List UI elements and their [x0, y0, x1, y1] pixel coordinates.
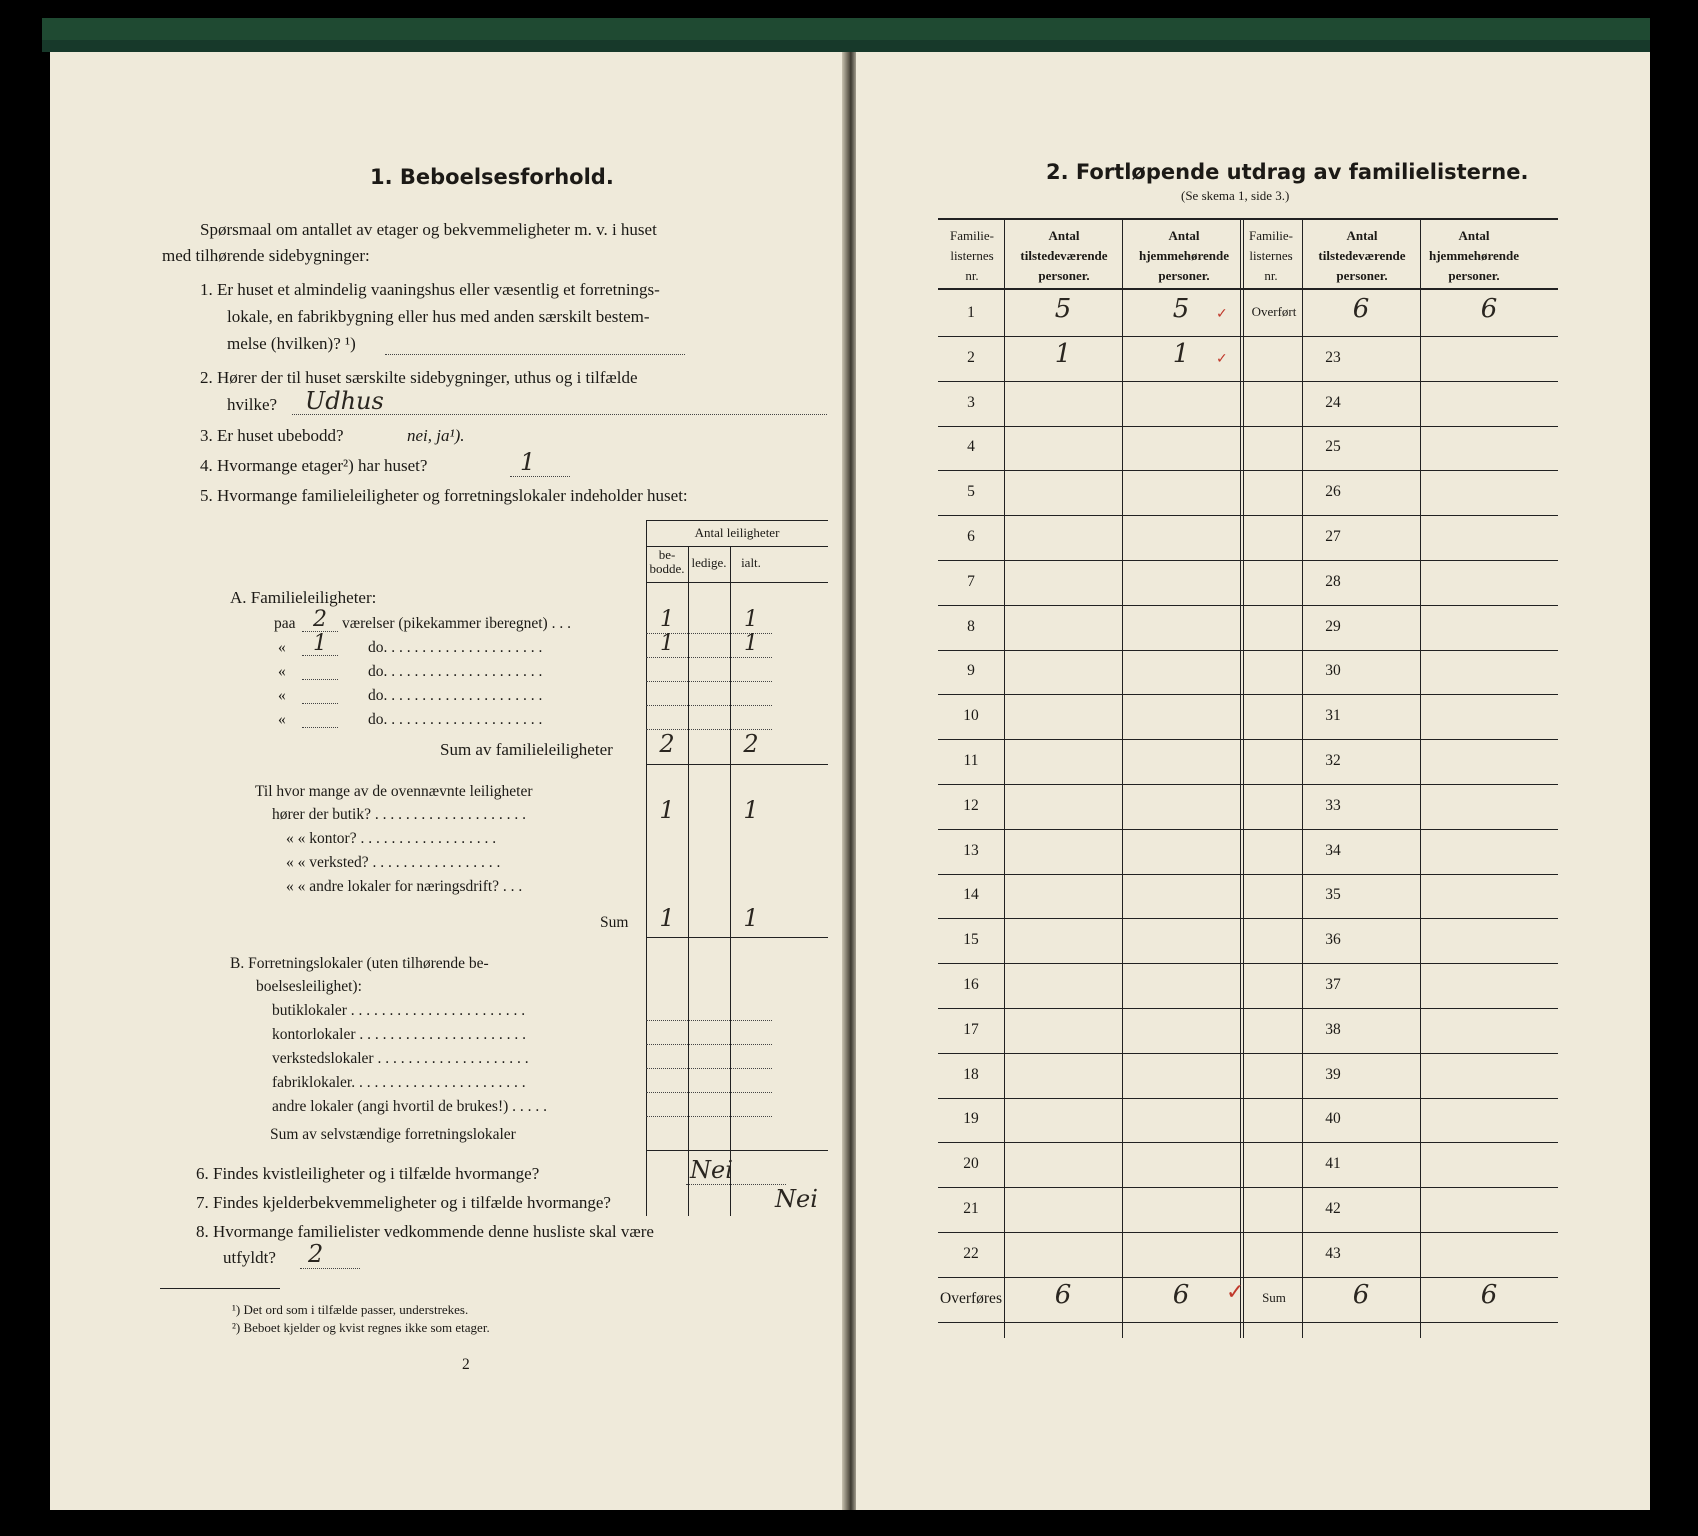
butik-label: hører der butik? . . . . . . . . . . . . . . . . . . . .: [272, 806, 526, 823]
row-number-2: 32: [1325, 752, 1341, 769]
row-prefix: «: [278, 687, 286, 704]
row-prefix: «: [278, 711, 286, 728]
row-number: 22: [963, 1244, 979, 1262]
question-7: 7. Findes kjelderbekvemmeligheter og i tilfælde hvormange?: [196, 1193, 611, 1212]
answer-q8: 2: [308, 1240, 324, 1268]
right-page: [856, 52, 1650, 1510]
sum-ialt: 1: [743, 904, 759, 932]
row-number-2: 28: [1325, 572, 1341, 590]
row-rule: [646, 1116, 772, 1117]
row-rule: [646, 1068, 772, 1069]
row-number-2: 31: [1325, 707, 1341, 725]
row-number: 3: [967, 393, 975, 411]
column-rule: [1122, 218, 1123, 1338]
row-number: 5: [967, 483, 975, 501]
row-rule: [938, 336, 1558, 337]
cover-edge-shadow: [42, 40, 1650, 52]
section-subtitle: (Se skema 1, side 3.): [1181, 188, 1290, 203]
cell-hjemme-2[interactable]: 6: [1480, 1279, 1498, 1310]
row-rule: [938, 470, 1558, 471]
question-6: 6. Findes kvistleiligheter og i tilfælde hvormange?: [196, 1164, 540, 1183]
b-item-label: fabriklokaler. . . . . . . . . . . . . . . . . . . . . . .: [272, 1074, 526, 1091]
row-number: 11: [963, 752, 979, 769]
answer-q4: 1: [520, 448, 536, 476]
row-number-2: 25: [1325, 438, 1341, 456]
col-ialt: ialt.: [741, 555, 761, 570]
rooms-count[interactable]: 2: [313, 607, 327, 632]
row-rule: [938, 650, 1558, 651]
row-rule: [646, 1092, 772, 1093]
b-item-label: verkstedslokaler . . . . . . . . . . . . . . . . . . . .: [272, 1050, 529, 1067]
sum-bebodde: 1: [659, 904, 675, 932]
row-rule: [938, 1142, 1558, 1143]
row-rule: [938, 784, 1558, 785]
answer-q2: Udhus: [305, 387, 384, 415]
row-number-2: 24: [1325, 393, 1341, 411]
intro-text: Spørsmaal om antallet av etager og bekvemmeligheter m. v. i huset: [200, 220, 657, 239]
tilhvor-label: Til hvor mange av de ovennævnte leiligheter: [255, 783, 533, 800]
row-number: 2: [967, 348, 975, 366]
cell-ialt: 1: [744, 607, 758, 632]
cell-hjemme[interactable]: 6: [1172, 1279, 1190, 1310]
rooms-count-line[interactable]: [302, 679, 338, 680]
b-item-label: butiklokaler . . . . . . . . . . . . . . . . . . . . . . .: [272, 1002, 526, 1019]
butik-ialt: 1: [743, 796, 759, 824]
cell-bebodde: 1: [660, 631, 674, 656]
cell-hjemme-2[interactable]: 6: [1480, 294, 1498, 324]
row-number: 8: [967, 617, 975, 635]
column-rule: [1004, 218, 1005, 1338]
question-8: 8. Hvormange familielister vedkommende denne husliste skal være: [196, 1222, 654, 1241]
andre-lokaler-label: « « andre lokaler for næringsdrift? . . .: [286, 878, 523, 895]
row-rule: [938, 381, 1558, 382]
cell-tilstede[interactable]: 5: [1054, 294, 1072, 324]
row-number: 20: [963, 1155, 979, 1173]
section-b-title: B. Forretningslokaler (uten tilhørende be-: [230, 955, 489, 972]
row-rule: [938, 694, 1558, 695]
answer-line-q4[interactable]: [510, 476, 570, 477]
row-number: 16: [963, 976, 979, 993]
cell-tilstede[interactable]: 6: [1054, 1279, 1072, 1310]
b-item-label: andre lokaler (angi hvortil de brukes!) . . . . .: [272, 1098, 548, 1115]
cell-ialt: 1: [744, 631, 758, 656]
answer-q7: Nei: [775, 1185, 818, 1213]
row-label: do. . . . . . . . . . . . . . . . . . . . .: [368, 687, 543, 704]
row-number-2: 30: [1325, 662, 1341, 680]
row-rule: [938, 1008, 1558, 1009]
cell-tilstede[interactable]: 1: [1054, 338, 1072, 369]
row-number: 15: [963, 931, 979, 949]
table-bottom-rule: [938, 1322, 1558, 1323]
row-number-2: 42: [1325, 1200, 1341, 1217]
answer-q6: Nei: [690, 1156, 733, 1184]
row-rule: [938, 918, 1558, 919]
column-rule: [1240, 218, 1244, 1338]
question-2: 2. Hører der til huset særskilte sidebygninger, uthus og i tilfælde: [200, 368, 638, 387]
header-c6: Antal hjemmehørende personer.: [1428, 228, 1520, 283]
answer-line-q1[interactable]: [385, 354, 685, 355]
row-number: 7: [967, 572, 975, 590]
rooms-count-line[interactable]: [302, 703, 338, 704]
row-number-2: 36: [1325, 931, 1341, 949]
row-rule: [646, 1044, 772, 1045]
answer-line-q8[interactable]: [300, 1268, 360, 1269]
row-number-2: 34: [1325, 841, 1341, 859]
row-number-2: 40: [1325, 1110, 1341, 1128]
cell-tilstede-2[interactable]: 6: [1352, 294, 1370, 324]
row-rule: [938, 605, 1558, 606]
row-rule: [938, 560, 1558, 561]
question-5: 5. Hvormange familieleiligheter og forretningslokaler indeholder huset:: [200, 486, 688, 505]
row-rule: [938, 874, 1558, 875]
row-prefix: «: [278, 639, 286, 656]
cell-hjemme[interactable]: 1: [1172, 338, 1190, 369]
row-rule: [938, 963, 1558, 964]
row-rule: [646, 705, 772, 706]
row-number-2: 39: [1325, 1065, 1341, 1083]
row-number-2: Sum: [1262, 1289, 1286, 1305]
b-item-label: kontorlokaler . . . . . . . . . . . . . . . . . . . . . .: [272, 1026, 527, 1043]
row-number: 1: [967, 304, 975, 321]
row-prefix: paa: [274, 615, 296, 632]
row-rule: [938, 515, 1558, 516]
row-label: do. . . . . . . . . . . . . . . . . . . . .: [368, 639, 543, 656]
row-number: 14: [963, 886, 979, 904]
row-number-2: Overført: [1251, 304, 1297, 319]
question-1-line2: lokale, en fabrikbygning eller hus med anden særskilt bestem-: [227, 307, 650, 326]
row-number-2: 23: [1325, 348, 1341, 366]
cell-hjemme[interactable]: 5: [1172, 294, 1190, 324]
footnote-2: ²) Beboet kjelder og kvist regnes ikke som etager.: [232, 1320, 490, 1335]
sum-family-label: Sum av familieleiligheter: [440, 740, 613, 759]
row-rule: [646, 657, 772, 658]
verksted-label: « « verksted? . . . . . . . . . . . . . . . . .: [286, 854, 501, 871]
col-bebodde: be- bodde.: [649, 547, 685, 576]
question-1-line3: melse (hvilken)? ¹): [227, 334, 356, 353]
section-title-familielister: 2. Fortløpende utdrag av familielisterne.: [1046, 160, 1529, 184]
row-rule: [938, 1053, 1558, 1054]
footnote-1: ¹) Det ord som i tilfælde passer, understrekes.: [232, 1302, 469, 1317]
check-mark: ✓: [1216, 350, 1228, 367]
header-c1: Familie- listernes nr.: [949, 228, 995, 283]
sum-selvstendige-label: Sum av selvstændige forretningslokaler: [270, 1126, 516, 1143]
row-rule: [938, 1277, 1558, 1278]
row-number-2: 43: [1325, 1244, 1341, 1262]
cell-tilstede-2[interactable]: 6: [1352, 1279, 1370, 1310]
question-4: 4. Hvormange etager²) har huset?: [200, 456, 428, 475]
row-number: 13: [963, 841, 979, 859]
row-number-2: 33: [1325, 796, 1341, 814]
row-number: Overføres: [940, 1289, 1002, 1307]
header-c3: Antal hjemmehørende personer.: [1138, 228, 1230, 283]
question-8-line2: utfyldt?: [223, 1248, 276, 1267]
header-c2: Antal tilstedeværende personer.: [1020, 228, 1108, 283]
section-b-title-2: boelsesleilighet):: [256, 978, 362, 995]
row-number: 21: [963, 1200, 979, 1217]
row-number: 18: [963, 1065, 979, 1083]
row-number: 19: [963, 1110, 979, 1128]
row-number: 10: [963, 707, 979, 725]
check-mark: ✓: [1226, 1279, 1245, 1305]
cell-bebodde: 1: [660, 607, 674, 632]
question-1: 1. Er huset et almindelig vaaningshus eller væsentlig et forretnings-: [200, 280, 660, 299]
row-number-2: 38: [1325, 1020, 1341, 1038]
table-header-antal: Antal leiligheter: [694, 525, 780, 540]
row-rule: [938, 829, 1558, 830]
row-prefix: «: [278, 663, 286, 680]
kontor-label: « « kontor? . . . . . . . . . . . . . . . . . .: [286, 830, 497, 847]
row-number-2: 37: [1325, 976, 1341, 993]
row-rule: [938, 1232, 1558, 1233]
answer-options-q3: nei, ja¹).: [407, 426, 465, 445]
rooms-count[interactable]: 1: [313, 631, 327, 656]
sum-family-bebodde: 2: [659, 730, 675, 758]
header-c4: Familie- listernes nr.: [1248, 228, 1294, 283]
row-rule: [938, 1187, 1558, 1188]
row-number-2: 41: [1325, 1155, 1341, 1173]
row-rule: [646, 681, 772, 682]
row-label: do. . . . . . . . . . . . . . . . . . . . .: [368, 711, 543, 728]
row-rule: [938, 1098, 1558, 1099]
col-ledige: ledige.: [691, 555, 727, 570]
row-number: 12: [963, 796, 979, 814]
answer-line-q6[interactable]: [686, 1184, 786, 1185]
row-number: 6: [967, 528, 975, 545]
row-number-2: 27: [1325, 528, 1341, 545]
rooms-count-line[interactable]: [302, 727, 338, 728]
answer-line-q2[interactable]: [292, 414, 827, 415]
column-rule: [1420, 218, 1421, 1338]
page-number: 2: [462, 1356, 470, 1373]
row-number: 9: [967, 662, 975, 680]
row-number-2: 35: [1325, 886, 1341, 904]
row-label: værelser (pikekammer iberegnet) . . .: [342, 615, 571, 632]
row-number-2: 29: [1325, 617, 1341, 635]
butik-bebodde: 1: [659, 796, 675, 824]
section-title-beboelsesforhold: 1. Beboelsesforhold.: [370, 165, 614, 189]
row-number: 4: [967, 438, 975, 456]
sum-family-ialt: 2: [743, 730, 759, 758]
check-mark: ✓: [1216, 306, 1228, 322]
rooms-count-line[interactable]: [302, 655, 338, 656]
left-page: [50, 52, 846, 1510]
question-2-line2: hvilke?: [227, 395, 278, 414]
row-rule: [938, 739, 1558, 740]
row-label: do. . . . . . . . . . . . . . . . . . . . .: [368, 663, 543, 680]
sum-label: Sum: [600, 914, 629, 931]
row-rule: [646, 1020, 772, 1021]
row-number-2: 26: [1325, 483, 1341, 501]
header-c5: Antal tilstedeværende personer.: [1318, 228, 1406, 283]
section-a-title: A. Familieleiligheter:: [230, 588, 377, 607]
row-number: 17: [963, 1020, 979, 1038]
question-3: 3. Er huset ubebodd?: [200, 426, 344, 445]
row-rule: [938, 426, 1558, 427]
intro-text-2: med tilhørende sidebygninger:: [162, 246, 370, 265]
